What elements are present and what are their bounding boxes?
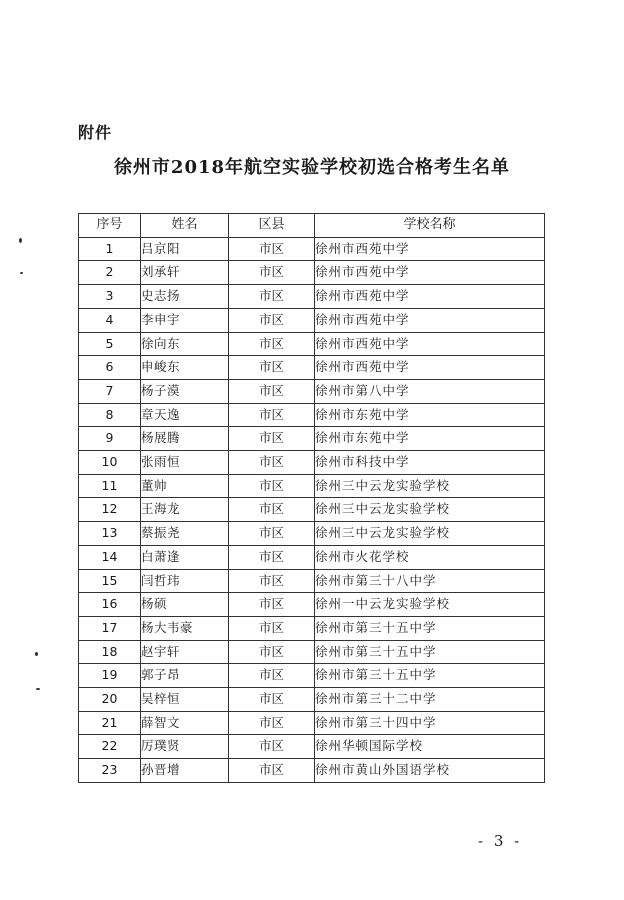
table-row [79, 616, 545, 640]
row-school: 徐州市西苑中学 [315, 308, 545, 332]
row-school: 徐州市西苑中学 [315, 332, 545, 356]
row-number: 9 [79, 427, 141, 451]
row-number: 10 [79, 451, 141, 475]
row-school: 徐州市黄山外国语学校 [315, 759, 545, 783]
row-school: 徐州华顿国际学校 [315, 735, 545, 759]
row-name: 杨展腾 [141, 427, 229, 451]
row-number: 17 [79, 616, 141, 640]
row-district: 市区 [229, 593, 315, 617]
row-district: 市区 [229, 379, 315, 403]
row-number: 19 [79, 664, 141, 688]
table-row [79, 593, 545, 617]
row-district: 市区 [229, 474, 315, 498]
header-school: 学校名称 [315, 214, 545, 238]
row-school: 徐州市西苑中学 [315, 237, 545, 261]
row-number: 3 [79, 285, 141, 309]
row-name: 孙晋增 [141, 759, 229, 783]
row-name: 王海龙 [141, 498, 229, 522]
table-row [79, 261, 545, 285]
row-name: 吕京阳 [141, 237, 229, 261]
row-district: 市区 [229, 735, 315, 759]
table-row [79, 711, 545, 735]
row-name: 赵宇轩 [141, 640, 229, 664]
table-row [79, 498, 545, 522]
row-name: 蔡振尧 [141, 522, 229, 546]
row-name: 杨大韦豪 [141, 616, 229, 640]
candidate-table [78, 213, 545, 783]
row-school: 徐州市第三十五中学 [315, 616, 545, 640]
row-number: 5 [79, 332, 141, 356]
row-number: 20 [79, 688, 141, 712]
row-school: 徐州三中云龙实验学校 [315, 474, 545, 498]
row-district: 市区 [229, 616, 315, 640]
scan-speck [35, 652, 38, 656]
table-row [79, 688, 545, 712]
row-number: 18 [79, 640, 141, 664]
scan-speck [36, 688, 40, 690]
table-row [79, 308, 545, 332]
table-row [79, 474, 545, 498]
table-row [79, 403, 545, 427]
row-district: 市区 [229, 711, 315, 735]
row-school: 徐州市东苑中学 [315, 427, 545, 451]
table-row [79, 664, 545, 688]
row-district: 市区 [229, 759, 315, 783]
table-row [79, 640, 545, 664]
row-district: 市区 [229, 308, 315, 332]
row-number: 12 [79, 498, 141, 522]
row-name: 申峻东 [141, 356, 229, 380]
scan-speck [20, 272, 23, 274]
header-name: 姓名 [141, 214, 229, 238]
row-district: 市区 [229, 403, 315, 427]
row-district: 市区 [229, 356, 315, 380]
row-number: 13 [79, 522, 141, 546]
row-name: 郭子昂 [141, 664, 229, 688]
row-school: 徐州市火花学校 [315, 545, 545, 569]
row-district: 市区 [229, 332, 315, 356]
row-school: 徐州三中云龙实验学校 [315, 498, 545, 522]
row-school: 徐州市第三十五中学 [315, 640, 545, 664]
row-number: 7 [79, 379, 141, 403]
row-district: 市区 [229, 261, 315, 285]
row-name: 杨子漠 [141, 379, 229, 403]
row-school: 徐州市第三十五中学 [315, 664, 545, 688]
row-school: 徐州市科技中学 [315, 451, 545, 475]
row-name: 厉璞贤 [141, 735, 229, 759]
row-district: 市区 [229, 285, 315, 309]
row-name: 薛智文 [141, 711, 229, 735]
row-number: 6 [79, 356, 141, 380]
row-school: 徐州一中云龙实验学校 [315, 593, 545, 617]
row-name: 史志扬 [141, 285, 229, 309]
row-name: 李申宇 [141, 308, 229, 332]
attachment-label: 附件 [78, 123, 113, 142]
row-district: 市区 [229, 522, 315, 546]
row-number: 22 [79, 735, 141, 759]
row-school: 徐州市东苑中学 [315, 403, 545, 427]
row-district: 市区 [229, 569, 315, 593]
table-row [79, 427, 545, 451]
row-number: 4 [79, 308, 141, 332]
row-district: 市区 [229, 688, 315, 712]
row-name: 吴梓恒 [141, 688, 229, 712]
row-number: 2 [79, 261, 141, 285]
row-number: 21 [79, 711, 141, 735]
header-district: 区县 [229, 214, 315, 238]
table-row [79, 545, 545, 569]
row-school: 徐州市第三十四中学 [315, 711, 545, 735]
row-name: 杨硕 [141, 593, 229, 617]
table-row [79, 237, 545, 261]
row-district: 市区 [229, 664, 315, 688]
row-number: 14 [79, 545, 141, 569]
row-district: 市区 [229, 545, 315, 569]
table-row [79, 569, 545, 593]
table-row [79, 356, 545, 380]
row-number: 16 [79, 593, 141, 617]
row-district: 市区 [229, 498, 315, 522]
row-district: 市区 [229, 451, 315, 475]
row-name: 章天逸 [141, 403, 229, 427]
row-district: 市区 [229, 237, 315, 261]
row-number: 23 [79, 759, 141, 783]
row-name: 白萧逢 [141, 545, 229, 569]
row-number: 8 [79, 403, 141, 427]
row-school: 徐州市西苑中学 [315, 261, 545, 285]
table-row [79, 522, 545, 546]
row-district: 市区 [229, 640, 315, 664]
row-number: 15 [79, 569, 141, 593]
scan-speck [19, 238, 22, 243]
table-row [79, 735, 545, 759]
table-row [79, 332, 545, 356]
header-number: 序号 [79, 214, 141, 238]
table-row [79, 379, 545, 403]
row-name: 闫哲玮 [141, 569, 229, 593]
page-number: - 3 - [478, 832, 523, 850]
row-number: 11 [79, 474, 141, 498]
row-number: 1 [79, 237, 141, 261]
row-school: 徐州市第三十二中学 [315, 688, 545, 712]
row-name: 徐向东 [141, 332, 229, 356]
row-school: 徐州市第八中学 [315, 379, 545, 403]
table-row [79, 285, 545, 309]
row-name: 张雨恒 [141, 451, 229, 475]
row-district: 市区 [229, 427, 315, 451]
row-school: 徐州市西苑中学 [315, 356, 545, 380]
row-school: 徐州市西苑中学 [315, 285, 545, 309]
document-title: 徐州市2018年航空实验学校初选合格考生名单 [113, 157, 511, 178]
table-header-row [79, 214, 545, 238]
row-school: 徐州三中云龙实验学校 [315, 522, 545, 546]
row-school: 徐州市第三十八中学 [315, 569, 545, 593]
row-name: 董帅 [141, 474, 229, 498]
table-row [79, 759, 545, 783]
table-row [79, 451, 545, 475]
row-name: 刘承轩 [141, 261, 229, 285]
